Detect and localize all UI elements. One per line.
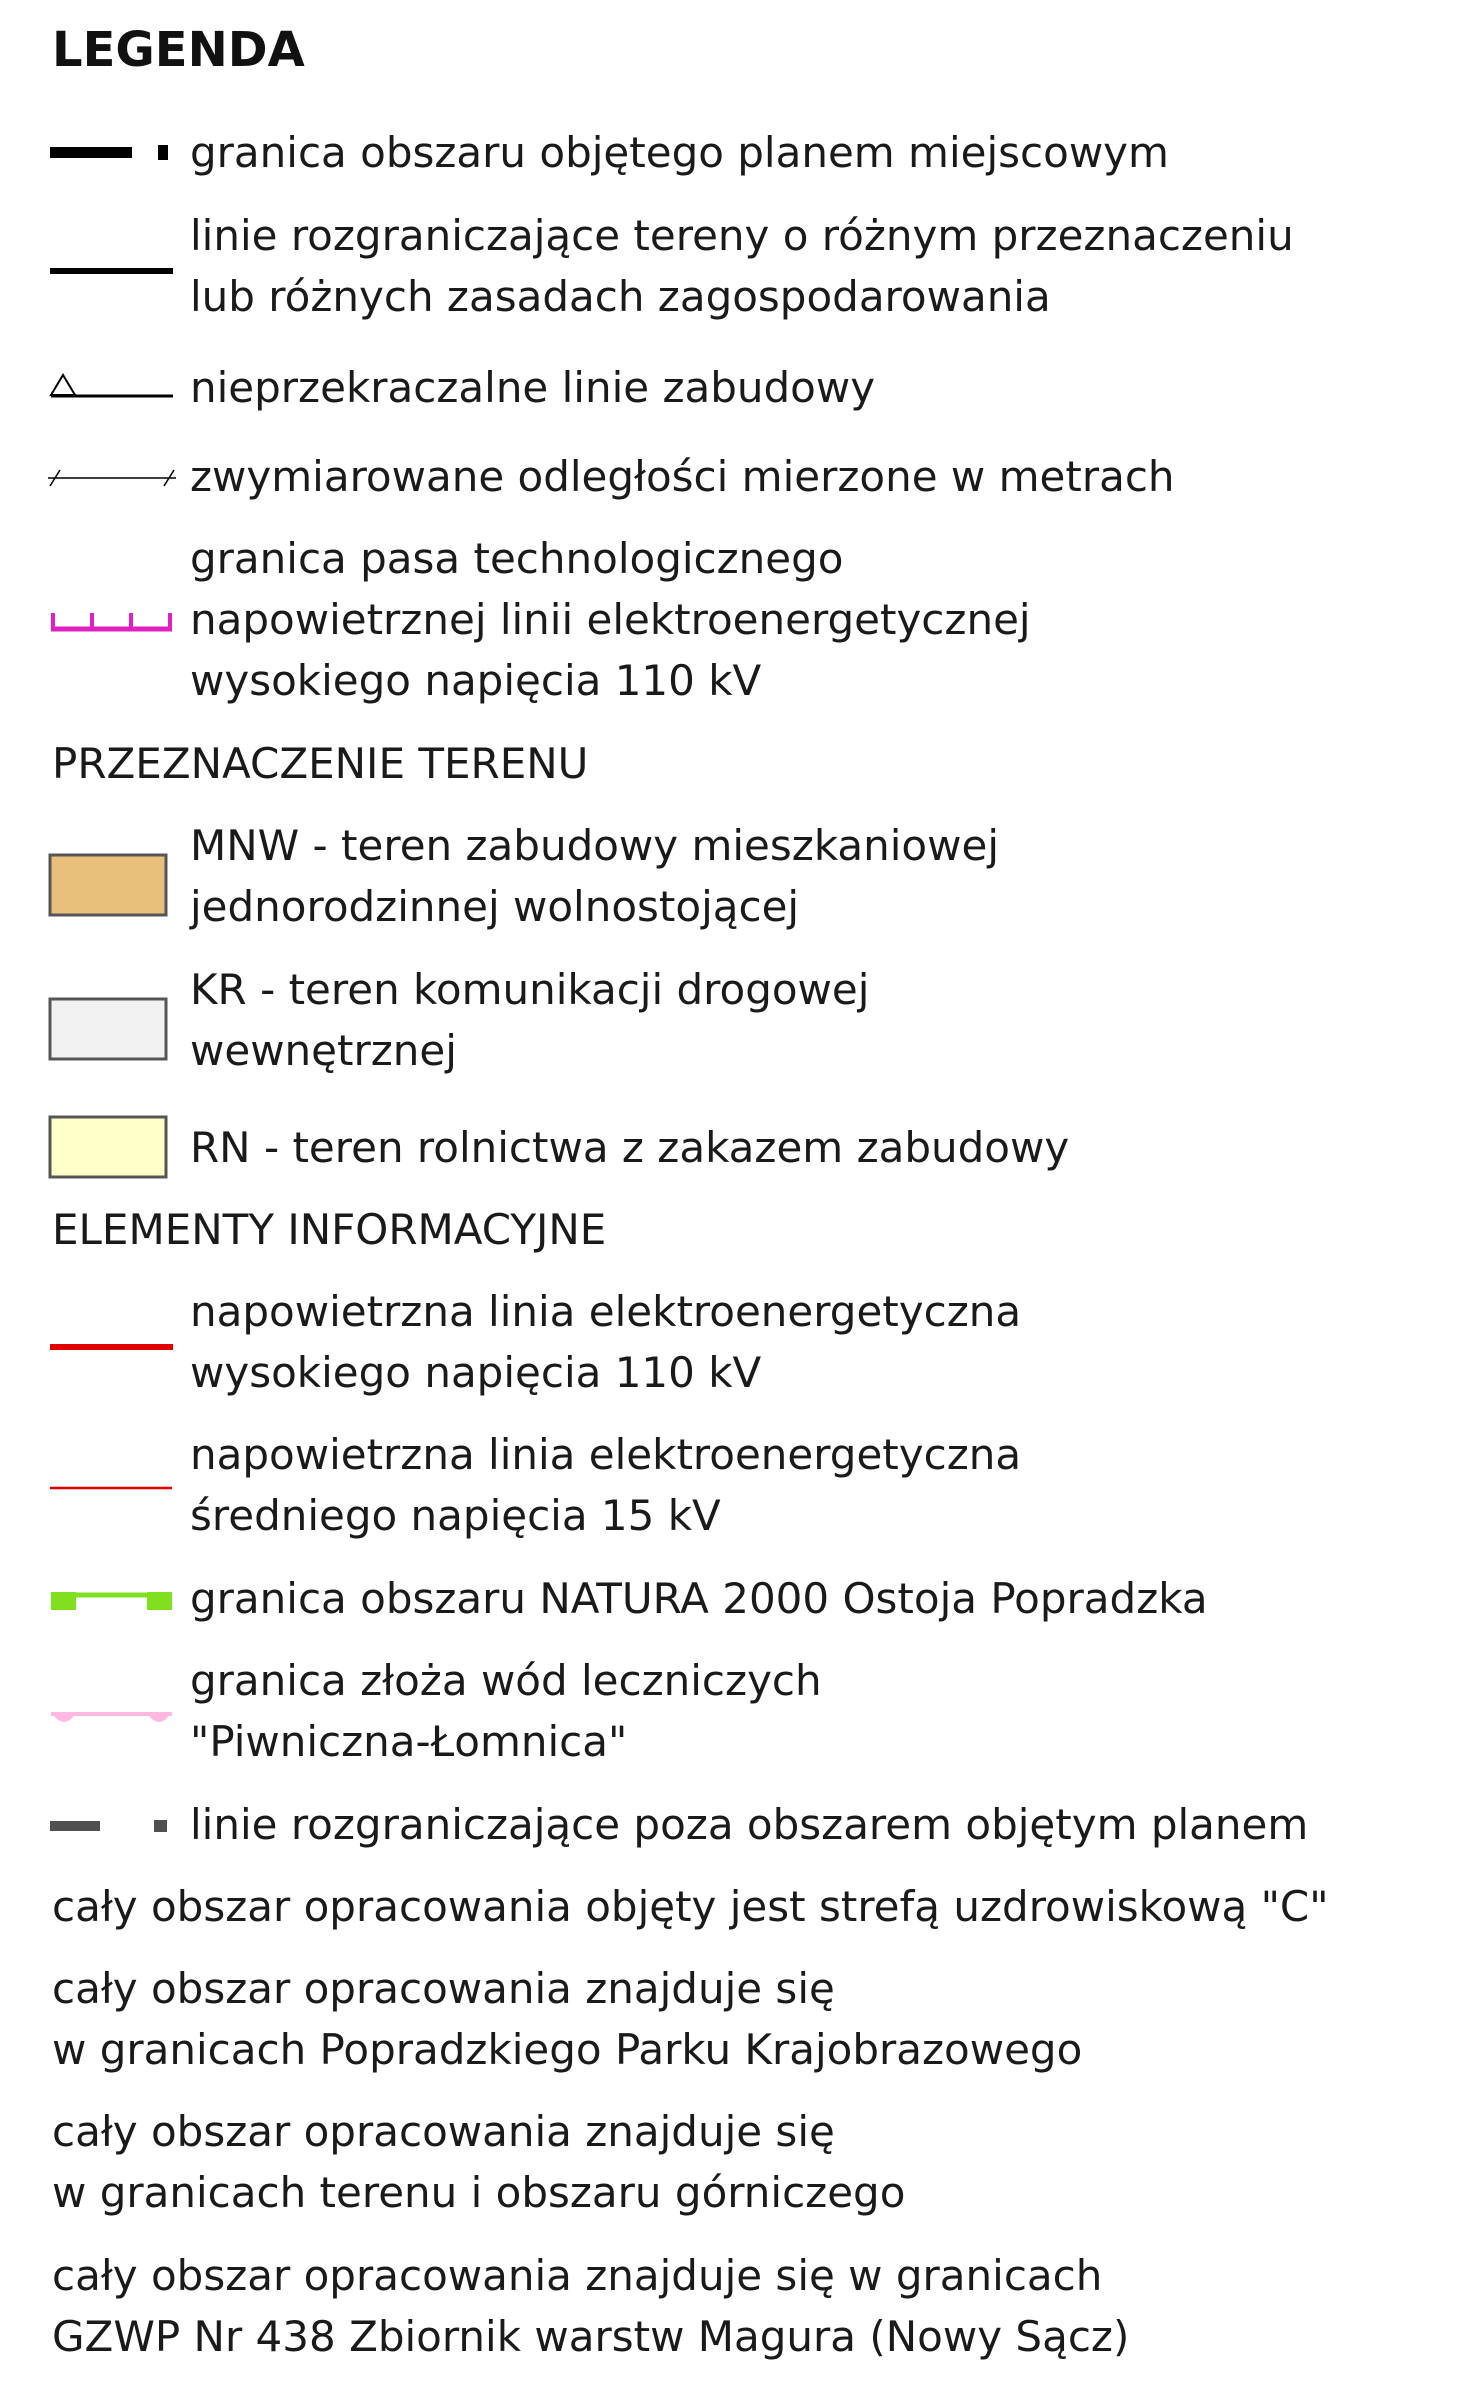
technology-strip-icon <box>48 610 178 634</box>
note-line: cały obszar opracowania znajduje się <box>52 2107 835 2156</box>
legend-item-plan-boundary <box>0 122 1471 184</box>
building-line-icon <box>48 369 178 399</box>
note-landscape-park <box>52 1958 1082 2080</box>
natura-boundary-icon <box>48 1588 178 1612</box>
section-heading-info: ELEMENTY INFORMACYJNE <box>52 1205 607 1254</box>
legend-item-technology-strip <box>0 528 1471 712</box>
legend-label: zwymiarowane odległości mierzone w metrach <box>190 452 1175 501</box>
legend-item-natura <box>0 1568 1471 1630</box>
legend-label: granica pasa technologicznego <box>190 534 844 583</box>
legend-item-mineral-water <box>0 1650 1471 1774</box>
legend-label: granica obszaru NATURA 2000 Ostoja Popradzka <box>190 1574 1208 1623</box>
legend-item-outside-lines <box>0 1794 1471 1856</box>
note-line: w granicach terenu i obszaru górniczego <box>52 2168 906 2217</box>
legend-label: linie rozgraniczające poza obszarem objętym planem <box>190 1800 1309 1849</box>
legend-item-building-lines <box>0 357 1471 419</box>
legend-label: średniego napięcia 15 kV <box>190 1491 721 1540</box>
legend-item-kr <box>0 959 1471 1083</box>
dimension-line-icon <box>48 462 178 492</box>
legend-label: MNW - teren zabudowy mieszkaniowej <box>190 821 999 870</box>
note-line: cały obszar opracowania znajduje się <box>52 1964 835 2013</box>
legend-label: KR - teren komunikacji drogowej <box>190 965 870 1014</box>
legend-label: nieprzekraczalne linie zabudowy <box>190 363 876 412</box>
note-line: cały obszar opracowania objęty jest strefą uzdrowiskową "C" <box>52 1882 1329 1931</box>
note-line: w granicach Popradzkiego Parku Krajobrazowego <box>52 2025 1083 2074</box>
plan-boundary-icon <box>48 142 178 162</box>
note-gzwp <box>52 2245 1129 2367</box>
mv-line-icon <box>48 1484 178 1492</box>
note-line: GZWP Nr 438 Zbiornik warstw Magura (Nowy Sącz) <box>52 2312 1130 2361</box>
legend-label: lub różnych zasadach zagospodarowania <box>190 272 1051 321</box>
legend-label: napowietrznej linii elektroenergetycznej <box>190 595 1031 644</box>
legend-label: napowietrzna linia elektroenergetyczna <box>190 1430 1022 1479</box>
legend-label: "Piwniczna-Łomnica" <box>190 1717 628 1766</box>
legend-label: wysokiego napięcia 110 kV <box>190 1348 762 1397</box>
legend-label: napowietrzna linia elektroenergetyczna <box>190 1287 1022 1336</box>
legend-label: granica obszaru objętego planem miejscowym <box>190 128 1169 177</box>
rn-swatch-icon <box>48 1115 178 1181</box>
note-line: cały obszar opracowania znajduje się w granicach <box>52 2251 1103 2300</box>
legend-item-rn <box>0 1117 1471 1179</box>
legend-label: linie rozgraniczające tereny o różnym przeznaczeniu <box>190 211 1294 260</box>
legend-item-dimension-lines <box>0 446 1471 508</box>
note-spa-zone <box>52 1876 1329 1937</box>
legend-label: wysokiego napięcia 110 kV <box>190 656 762 705</box>
legend-label: jednorodzinnej wolnostojącej <box>190 882 800 931</box>
note-mining-area <box>52 2101 905 2223</box>
legend-item-dividing-lines <box>0 205 1471 329</box>
legend-label: wewnętrznej <box>190 1026 457 1075</box>
kr-swatch-icon <box>48 997 178 1063</box>
legend-label: granica złoża wód leczniczych <box>190 1656 822 1705</box>
legend-item-hv-line <box>0 1281 1471 1405</box>
legend-item-mv-line <box>0 1424 1471 1548</box>
legend-label: RN - teren rolnictwa z zakazem zabudowy <box>190 1123 1070 1172</box>
legend-title: LEGENDA <box>52 22 305 78</box>
hv-line-icon <box>48 1341 178 1353</box>
legend-item-mnw <box>0 815 1471 939</box>
mineral-water-boundary-icon <box>48 1708 178 1732</box>
outside-dividing-line-icon <box>48 1816 178 1836</box>
mnw-swatch-icon <box>48 853 178 919</box>
section-heading-land-use: PRZEZNACZENIE TERENU <box>52 739 589 788</box>
dividing-line-icon <box>48 267 178 277</box>
